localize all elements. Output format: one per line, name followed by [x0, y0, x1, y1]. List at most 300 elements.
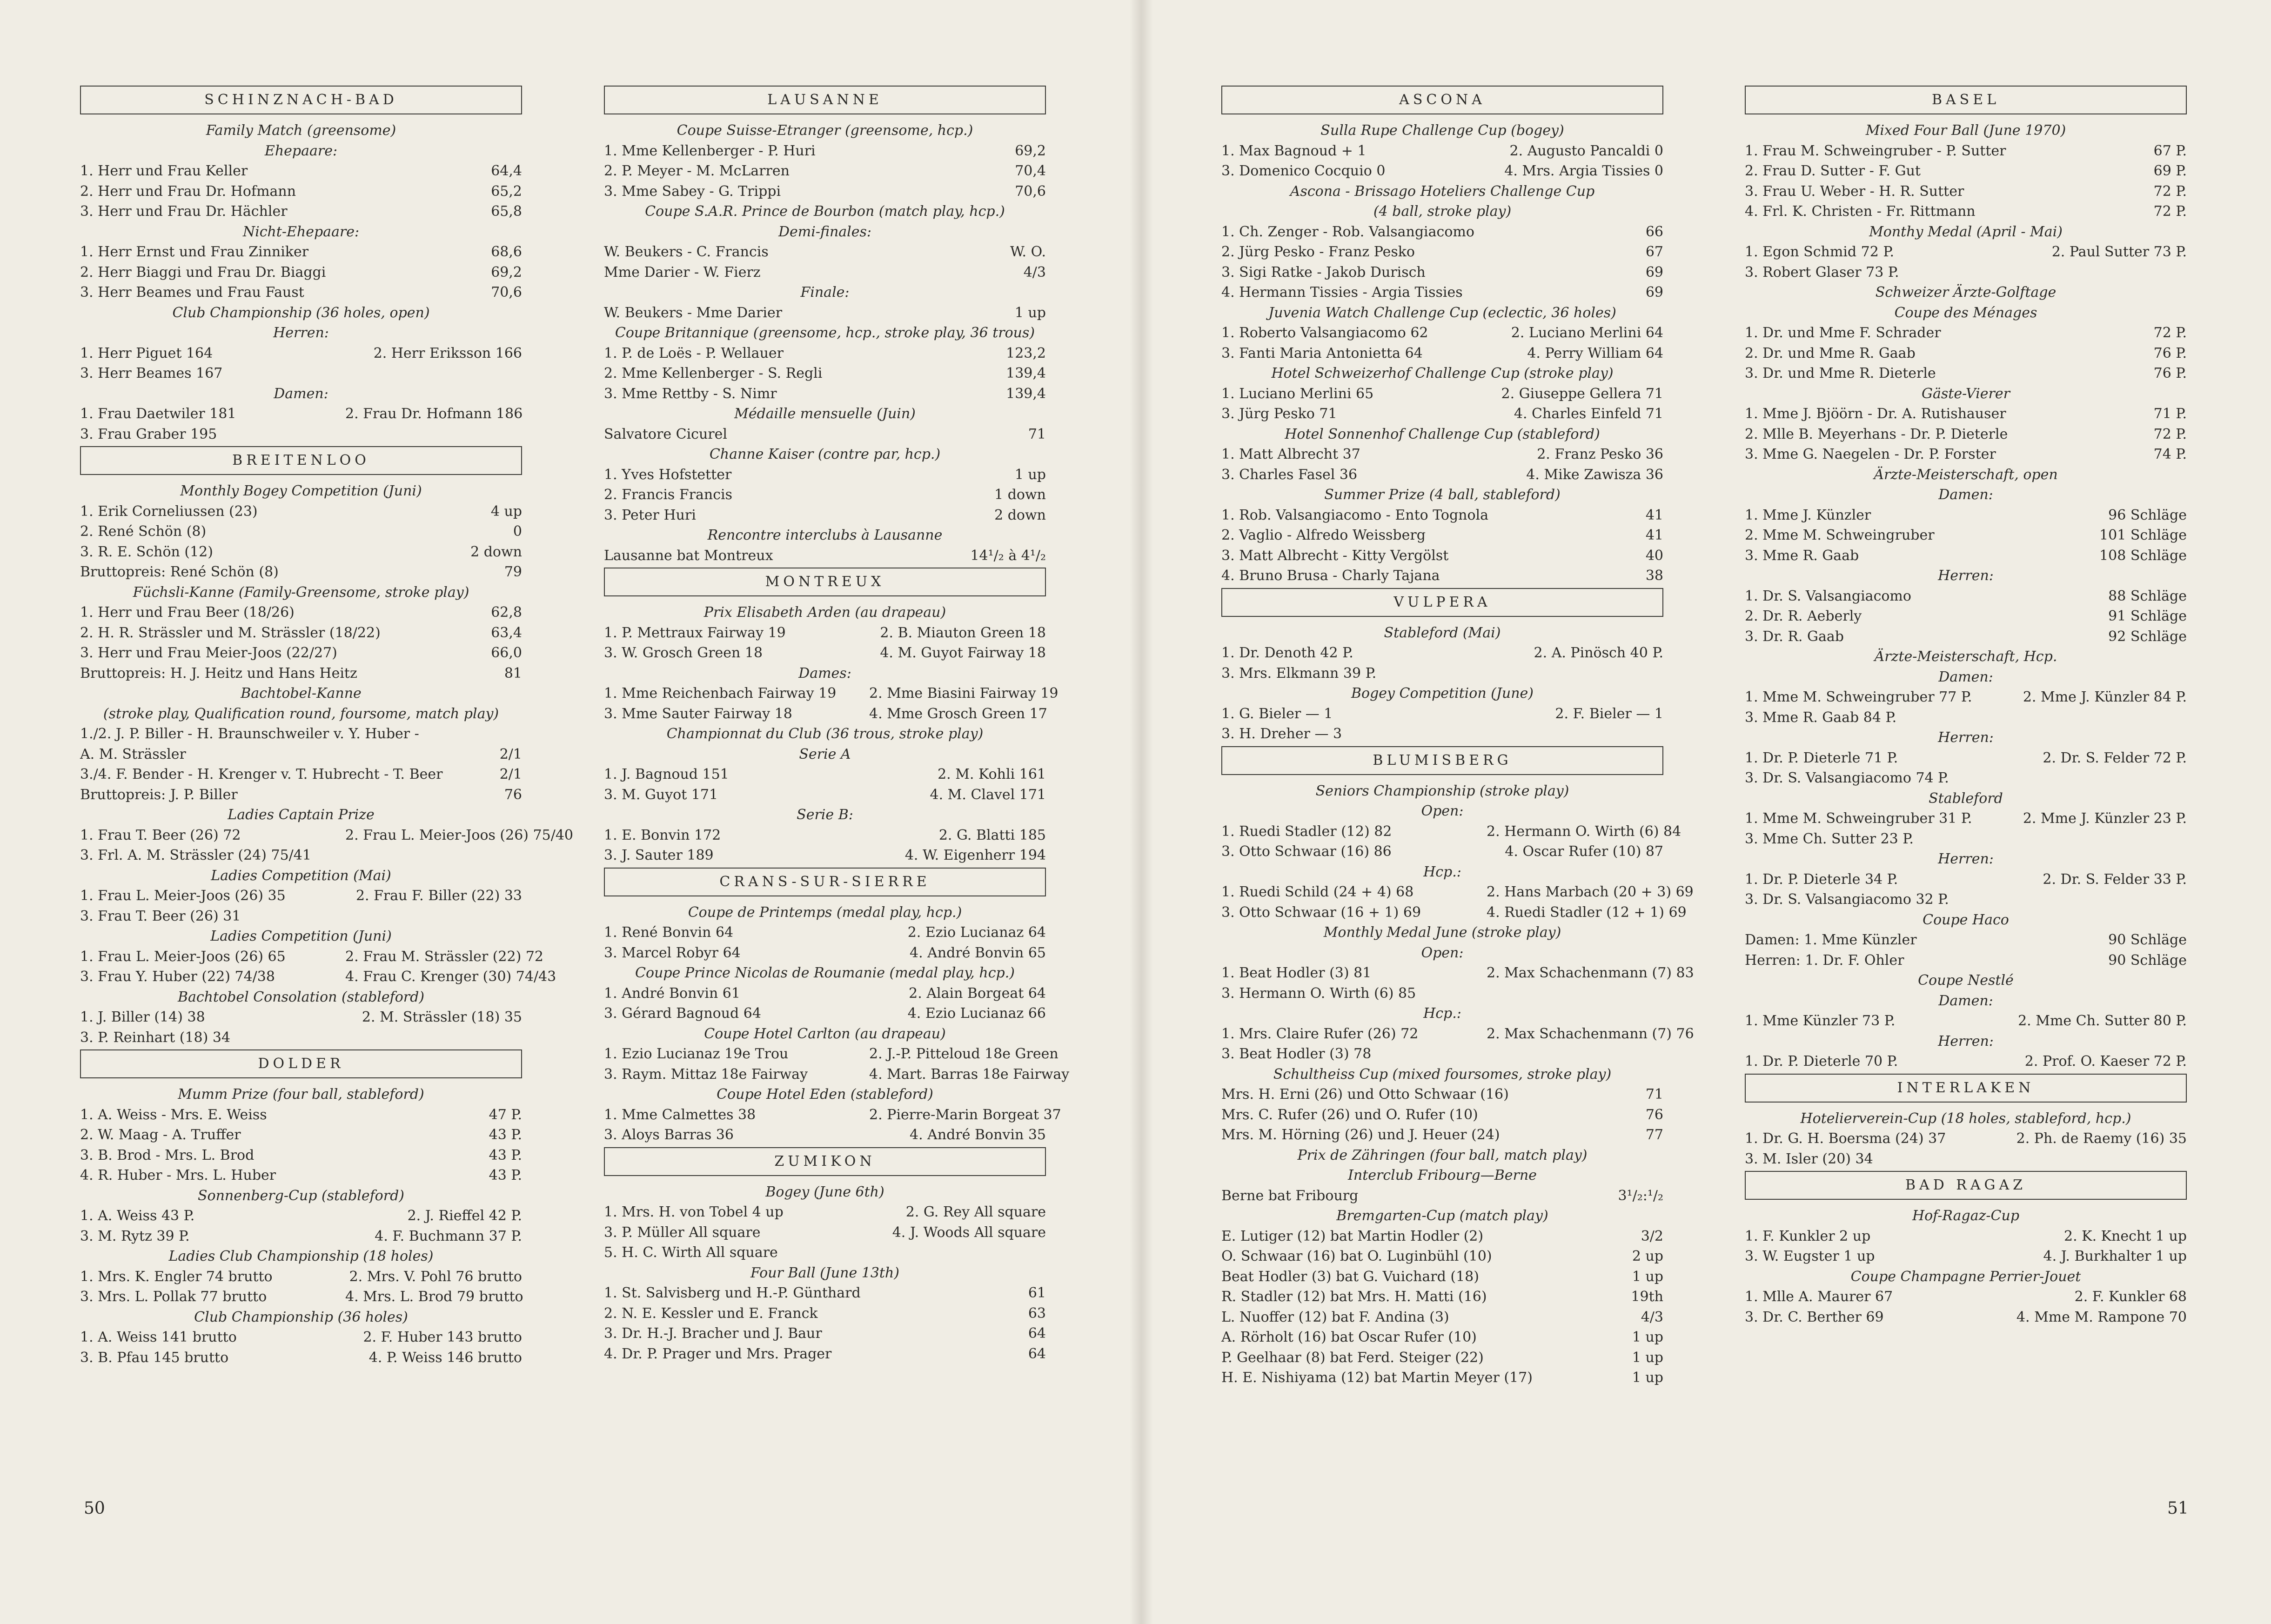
- result-row: [604, 643, 1046, 663]
- result-row: [604, 943, 1046, 963]
- result-row: [1745, 627, 2187, 647]
- result-row: [80, 201, 522, 222]
- result-row: [1221, 1105, 1663, 1125]
- competition-title: Channe Kaiser (contre par, hcp.): [709, 446, 941, 462]
- page-number-left: 50: [84, 1499, 105, 1518]
- result-value: 139,4: [1006, 365, 1046, 381]
- result-row: [1745, 829, 2187, 849]
- club-heading: CRANS-SUR-SIERRE: [604, 868, 1046, 896]
- result-row: [80, 906, 522, 927]
- club-heading: SCHINZNACH-BAD: [80, 86, 522, 114]
- result-row: [1745, 444, 2187, 465]
- competition-title: Herren:: [1938, 851, 1994, 867]
- competition-title: Coupe Britannique (greensome, hcp., stroke play, 36 trous): [615, 325, 1035, 341]
- result-value: 90 Schläge: [2108, 952, 2187, 969]
- result-row: [80, 1327, 522, 1348]
- result-name: Mrs. H. Erni (26) und Otto Schwaar (16): [1221, 1086, 1509, 1103]
- result-name: 1. Herr und Frau Beer (18/26): [80, 604, 295, 621]
- result-name: 1. Mme J. Bjöörn - Dr. A. Rutishauser: [1745, 406, 2006, 422]
- result-name: 1. A. Weiss - Mrs. E. Weiss: [80, 1106, 267, 1123]
- result-name: 3./4. F. Bender - H. Krenger v. T. Hubrecht - T. Beer: [80, 766, 443, 782]
- result-row: [80, 161, 522, 181]
- result-row: [1745, 606, 2187, 627]
- result-row: [604, 825, 1046, 846]
- result-row: [80, 886, 522, 906]
- result-row: [80, 1206, 522, 1226]
- result-value: 4. Oscar Rufer (10) 87: [1505, 843, 1663, 860]
- result-name: 1. A. Weiss 141 brutto: [80, 1329, 237, 1345]
- result-name: 1. Rob. Valsangiacomo - Ento Tognola: [1221, 507, 1489, 523]
- result-value: 2. G. Blatti 185: [938, 827, 1046, 843]
- result-row: [604, 465, 1046, 485]
- result-value: 61: [1028, 1285, 1046, 1301]
- competition-title: Club Championship (36 holes, open): [172, 304, 430, 321]
- result-name: 2. Vaglio - Alfredo Weissberg: [1221, 527, 1426, 543]
- result-row: [1221, 1287, 1663, 1307]
- competition-title: Stableford: [1929, 790, 2003, 807]
- result-name: 4. Bruno Brusa - Charly Tajana: [1221, 568, 1440, 584]
- competition-title: Prix Elisabeth Arden (au drapeau): [703, 604, 946, 621]
- result-row: [1745, 505, 2187, 526]
- competition-title: Damen:: [1938, 487, 1993, 503]
- result-row: [1221, 882, 1694, 902]
- result-name: 1. Max Bagnoud + 1: [1221, 142, 1367, 159]
- result-name: 1. Ezio Lucianaz 19e Trou: [604, 1046, 789, 1062]
- competition-title: Bachtobel Consolation (stableford): [177, 989, 425, 1005]
- result-name: 1. Frau Daetwiler 181: [80, 406, 236, 422]
- result-name: 1. Beat Hodler (3) 81: [1221, 965, 1372, 981]
- result-row: [80, 1165, 522, 1186]
- result-name: 2. Herr und Frau Dr. Hofmann: [80, 183, 296, 200]
- result-row: [604, 141, 1046, 161]
- result-value: 2. Alain Borgeat 64: [909, 985, 1046, 1002]
- result-row: [604, 1125, 1046, 1145]
- result-row: [1221, 222, 1663, 242]
- result-value: 43 P.: [489, 1147, 522, 1163]
- result-value: 76 P.: [2153, 365, 2187, 381]
- result-value: 69 P.: [2153, 163, 2187, 179]
- result-value: 0: [513, 523, 522, 540]
- result-row: [604, 1064, 1070, 1085]
- club-heading: BREITENLOO: [80, 446, 522, 475]
- result-name: H. E. Nishiyama (12) bat Martin Meyer (17): [1221, 1370, 1533, 1386]
- result-value: 2. Pierre-Marin Borgeat 37: [869, 1106, 1061, 1123]
- result-value: 64: [1028, 1325, 1046, 1342]
- result-row: [604, 845, 1046, 866]
- result-row: [604, 242, 1046, 262]
- result-value: 71: [1645, 1086, 1663, 1103]
- result-value: 40: [1645, 547, 1663, 564]
- result-name: 1. F. Kunkler 2 up: [1745, 1228, 1871, 1244]
- result-row: [604, 1044, 1058, 1064]
- result-name: 1. P. Mettraux Fairway 19: [604, 624, 786, 641]
- result-name: 1. St. Salvisberg und H.-P. Günthard: [604, 1285, 861, 1301]
- result-name: Herren: 1. Dr. F. Ohler: [1745, 952, 1904, 969]
- competition-title: Herren:: [1938, 729, 1994, 746]
- result-row: [1221, 963, 1694, 983]
- competition-title: Herren:: [273, 325, 329, 341]
- competition-title: Bogey Competition (June): [1351, 685, 1534, 702]
- competition-title: Open:: [1421, 803, 1464, 819]
- result-row: [1745, 1011, 2187, 1031]
- result-name: 1. A. Weiss 43 P.: [80, 1208, 195, 1224]
- result-value: 4 up: [490, 503, 522, 520]
- result-name: 3. Mme Ch. Sutter 23 P.: [1745, 830, 1914, 847]
- result-row: [604, 623, 1046, 643]
- result-name: 3. Beat Hodler (3) 78: [1221, 1046, 1372, 1062]
- result-row: [1745, 889, 2187, 910]
- result-value: 4. Perry William 64: [1527, 345, 1663, 361]
- result-name: 2. P. Meyer - M. McLarren: [604, 163, 790, 179]
- result-row: [1745, 323, 2187, 343]
- club-heading: MONTREUX: [604, 568, 1046, 596]
- result-value: 69,2: [491, 264, 522, 281]
- competition-title: Interclub Fribourg—Berne: [1348, 1167, 1537, 1183]
- result-row: [1221, 384, 1663, 404]
- result-name: 2. Mme Kellenberger - S. Regli: [604, 365, 823, 381]
- result-value: 66: [1645, 223, 1663, 240]
- competition-title: Ehepaare:: [264, 142, 338, 159]
- result-value: 2. Dr. S. Felder 72 P.: [2043, 749, 2187, 766]
- competition-title: Bremgarten-Cup (match play): [1336, 1208, 1548, 1224]
- club-heading: BAD RAGAZ: [1745, 1171, 2187, 1200]
- result-name: 1. Mrs. Claire Rufer (26) 72: [1221, 1025, 1419, 1042]
- result-value: 2. Frau L. Meier-Joos (26) 75/40: [345, 827, 574, 843]
- result-value: 2. Ph. de Raemy (16) 35: [2016, 1130, 2187, 1147]
- result-value: 63: [1028, 1305, 1046, 1322]
- result-row: [604, 303, 1046, 323]
- result-value: 2/1: [499, 766, 522, 782]
- result-name: 3. Mme R. Gaab 84 P.: [1745, 709, 1897, 726]
- result-name: 3. Dr. und Mme R. Dieterle: [1745, 365, 1936, 381]
- result-row: [80, 825, 574, 846]
- result-name: 3. Frl. A. M. Strässler (24) 75/41: [80, 847, 311, 863]
- result-value: 63,4: [491, 624, 522, 641]
- result-name: 3. Mme R. Gaab: [1745, 547, 1859, 564]
- result-value: 72 P.: [2153, 325, 2187, 341]
- result-name: 3. Mme G. Naegelen - Dr. P. Forster: [1745, 446, 1996, 462]
- result-value: 2. Paul Sutter 73 P.: [2051, 244, 2187, 260]
- result-value: 14¹/₂ à 4¹/₂: [970, 547, 1046, 564]
- competition-title: Damen:: [1938, 668, 1993, 685]
- result-name: 1. Ch. Zenger - Rob. Valsangiacomo: [1221, 223, 1474, 240]
- result-value: 3/2: [1641, 1228, 1663, 1244]
- result-row: [1221, 262, 1663, 283]
- result-row: [80, 1226, 522, 1247]
- competition-title: Bachtobel-Kanne: [241, 685, 362, 702]
- competition-title: Sulla Rupe Challenge Cup (bogey): [1320, 122, 1564, 139]
- result-name: 3. P. Reinhart (18) 34: [80, 1029, 231, 1046]
- result-value: 4. Mrs. L. Brod 79 brutto: [345, 1289, 523, 1305]
- result-name: Lausanne bat Montreux: [604, 547, 773, 564]
- result-value: 2. Frau Dr. Hofmann 186: [345, 406, 523, 422]
- result-name: 1. Mme Reichenbach Fairway 19: [604, 685, 837, 702]
- result-row: [1221, 1368, 1663, 1388]
- competition-title: Ladies Captain Prize: [228, 807, 375, 823]
- result-row: [1745, 546, 2187, 566]
- result-row: [1221, 404, 1663, 424]
- result-name: A. Rörholt (16) bat Oscar Rufer (10): [1221, 1329, 1477, 1345]
- result-value: 2. Augusto Pancaldi 0: [1509, 142, 1663, 159]
- competition-title: Sonnenberg-Cup (stableford): [198, 1187, 404, 1204]
- result-name: 3. Mme Sauter Fairway 18: [604, 705, 792, 722]
- result-name: 1. Mme J. Künzler: [1745, 507, 1871, 523]
- competition-title: Coupe de Printemps (medal play, hcp.): [688, 904, 962, 921]
- result-row: [80, 181, 522, 202]
- result-value: 90 Schläge: [2108, 932, 2187, 948]
- result-row: [80, 1105, 522, 1125]
- result-value: W. O.: [1010, 244, 1046, 260]
- competition-title: Ladies Competition (Mai): [211, 867, 391, 884]
- result-name: 1./2. J. P. Biller - H. Braunschweiler v. Y. Huber -: [80, 726, 419, 742]
- result-value: 69: [1645, 284, 1663, 301]
- result-value: 2. Giuseppe Gellera 71: [1501, 385, 1663, 402]
- competition-title: Schultheiss Cup (mixed foursomes, stroke play): [1273, 1066, 1612, 1083]
- result-value: 71: [1028, 426, 1046, 442]
- result-name: 3. Herr Beames und Frau Faust: [80, 284, 304, 301]
- result-name: 3. Matt Albrecht - Kitty Vergölst: [1221, 547, 1449, 564]
- result-name: 3. Mrs. Elkmann 39 P.: [1221, 665, 1377, 682]
- result-row: [1745, 586, 2187, 607]
- result-row: [1745, 748, 2187, 769]
- result-value: 4. Mrs. Argia Tissies 0: [1504, 163, 1663, 179]
- result-name: 3. Frau Graber 195: [80, 426, 217, 442]
- result-name: 4. R. Huber - Mrs. L. Huber: [80, 1167, 276, 1183]
- result-value: 2. Franz Pesko 36: [1537, 446, 1663, 462]
- result-name: 1. Ruedi Schild (24 + 4) 68: [1221, 884, 1414, 900]
- club-heading: LAUSANNE: [604, 86, 1046, 114]
- result-value: 72 P.: [2153, 426, 2187, 442]
- result-row: [1745, 262, 2187, 283]
- competition-title: Coupe Suisse-Etranger (greensome, hcp.): [677, 122, 973, 139]
- result-value: 2. M. Kohli 161: [938, 766, 1046, 782]
- result-row: [604, 1243, 1046, 1263]
- result-value: 2. Mrs. V. Pohl 76 brutto: [349, 1268, 522, 1285]
- result-name: 3. Fanti Maria Antonietta 64: [1221, 345, 1423, 361]
- result-name: 3. Peter Huri: [604, 507, 696, 523]
- result-value: 2. Luciano Merlini 64: [1511, 325, 1663, 341]
- competition-title: Coupe Hotel Eden (stableford): [717, 1086, 933, 1103]
- result-name: Bruttopreis: J. P. Biller: [80, 786, 238, 803]
- result-name: 3. Frau U. Weber - H. R. Sutter: [1745, 183, 1964, 200]
- club-heading: BASEL: [1745, 86, 2187, 114]
- result-value: 4. M. Clavel 171: [930, 786, 1046, 803]
- result-value: 4. J. Woods All square: [892, 1224, 1046, 1241]
- result-row: [80, 343, 522, 364]
- competition-title: Coupe Prince Nicolas de Roumanie (medal play, hcp.): [635, 965, 1015, 981]
- competition-title: Hotel Sonnenhof Challenge Cup (stableford): [1285, 426, 1600, 442]
- result-name: Mme Darier - W. Fierz: [604, 264, 761, 281]
- result-value: 2. B. Miauton Green 18: [880, 624, 1046, 641]
- result-name: 3. Dr. S. Valsangiacomo 32 P.: [1745, 891, 1949, 908]
- result-name: 1. René Bonvin 64: [604, 924, 734, 941]
- competition-title: Club Championship (36 holes): [194, 1309, 408, 1325]
- result-name: 1. Frau L. Meier-Joos (26) 65: [80, 948, 286, 965]
- club-heading: BLUMISBERG: [1221, 746, 1663, 775]
- result-name: Berne bat Fribourg: [1221, 1187, 1359, 1204]
- result-value: 2. A. Pinösch 40 P.: [1534, 645, 1663, 661]
- result-name: 3. Gérard Bagnoud 64: [604, 1005, 761, 1022]
- result-row: [1745, 424, 2187, 445]
- result-row: [604, 785, 1046, 805]
- competition-title: Serie A: [799, 746, 851, 762]
- result-row: [1221, 724, 1663, 744]
- result-value: 2 down: [470, 543, 522, 560]
- competition-title: Stableford (Mai): [1384, 624, 1501, 641]
- competition-title: Summer Prize (4 ball, stableford): [1324, 487, 1561, 503]
- result-value: 38: [1645, 568, 1663, 584]
- result-row: [80, 501, 522, 522]
- result-name: 1. Frau M. Schweingruber - P. Sutter: [1745, 142, 2006, 159]
- result-row: [80, 242, 522, 262]
- result-name: 3. W. Grosch Green 18: [604, 645, 763, 661]
- result-row: [1745, 869, 2187, 890]
- result-row: [1221, 323, 1663, 343]
- result-row: [1745, 141, 2187, 161]
- result-name: 1. Frau L. Meier-Joos (26) 35: [80, 888, 286, 904]
- competition-title: Family Match (greensome): [206, 122, 396, 139]
- competition-title: Coupe S.A.R. Prince de Bourbon (match play, hcp.): [645, 203, 1005, 220]
- result-value: 2. Prof. O. Kaeser 72 P.: [2024, 1053, 2187, 1069]
- result-value: 92 Schläge: [2108, 628, 2187, 645]
- result-row: [1221, 1246, 1663, 1267]
- result-name: 5. H. C. Wirth All square: [604, 1244, 778, 1261]
- result-value: 2. Mme J. Künzler 23 P.: [2023, 810, 2187, 827]
- result-name: 3. H. Dreher — 3: [1221, 726, 1342, 742]
- result-row: [1221, 1084, 1663, 1105]
- result-value: 65,2: [491, 183, 522, 200]
- result-value: 2. Hermann O. Wirth (6) 84: [1487, 823, 1681, 840]
- result-value: 76: [1645, 1106, 1663, 1123]
- result-row: [604, 161, 1046, 181]
- competition-title: Monthy Medal (April - Mai): [1869, 223, 2063, 240]
- column-1: [80, 84, 574, 1368]
- result-row: [604, 1202, 1046, 1223]
- result-name: 1. Mme Kellenberger - P. Huri: [604, 142, 816, 159]
- result-value: 2. Max Schachenmann (7) 76: [1487, 1025, 1694, 1042]
- result-row: [1221, 444, 1663, 465]
- result-value: 96 Schläge: [2108, 507, 2187, 523]
- competition-title: Ascona - Brissago Hoteliers Challenge Cup: [1290, 183, 1595, 200]
- result-row: [604, 922, 1046, 943]
- result-row: [1745, 930, 2187, 950]
- result-row: [1221, 902, 1687, 923]
- competition-title: Damen:: [274, 385, 328, 402]
- result-name: 1. Mme Calmettes 38: [604, 1106, 756, 1123]
- result-value: 1 up: [1632, 1329, 1663, 1345]
- competition-title: Rencontre interclubs à Lausanne: [707, 527, 943, 543]
- result-row: [80, 845, 522, 866]
- page-number-right: 51: [2167, 1499, 2189, 1518]
- result-value: 4. J. Burkhalter 1 up: [2043, 1248, 2187, 1264]
- result-row: [1221, 505, 1663, 526]
- result-name: 3. Herr und Frau Dr. Hächler: [80, 203, 288, 220]
- result-name: 3. M. Rytz 39 P.: [80, 1228, 190, 1244]
- result-row: [604, 485, 1046, 505]
- competition-title: Ärzte-Meisterschaft, open: [1874, 466, 2058, 483]
- competition-title: Médaille mensuelle (Juin): [734, 406, 916, 422]
- result-row: [1221, 1348, 1663, 1368]
- result-row: [1745, 181, 2187, 202]
- result-value: 2 up: [1632, 1248, 1663, 1264]
- result-name: 3. Herr und Frau Meier-Joos (22/27): [80, 645, 337, 661]
- result-row: [80, 643, 522, 663]
- result-value: 71 P.: [2153, 406, 2187, 422]
- result-name: 3. M. Guyot 171: [604, 786, 718, 803]
- competition-title: Coupe Nestlé: [1918, 972, 2014, 989]
- result-row: [1745, 950, 2187, 971]
- result-row: [80, 562, 522, 582]
- competition-title: Nicht-Ehepaare:: [242, 223, 360, 240]
- result-name: 1. Mrs. H. von Tobel 4 up: [604, 1204, 784, 1220]
- result-name: 3. Aloys Barras 36: [604, 1127, 734, 1143]
- result-row: [1221, 983, 1663, 1004]
- competition-title: Open:: [1421, 944, 1464, 961]
- result-name: 3. Dr. H.-J. Bracher und J. Baur: [604, 1325, 822, 1342]
- competition-title: Coupe Hotel Carlton (au drapeau): [704, 1025, 946, 1042]
- result-name: 1. André Bonvin 61: [604, 985, 740, 1002]
- competition-title: Ärzte-Meisterschaft, Hcp.: [1874, 648, 2057, 665]
- result-value: 67 P.: [2153, 142, 2187, 159]
- result-row: [80, 724, 522, 744]
- result-value: 4/3: [1023, 264, 1046, 281]
- result-name: 2. Mme M. Schweingruber: [1745, 527, 1935, 543]
- result-row: [1745, 1226, 2187, 1247]
- result-name: 3. Frau T. Beer (26) 31: [80, 908, 241, 924]
- result-row: [80, 967, 556, 987]
- result-row: [1221, 546, 1663, 566]
- competition-title: Herren:: [1938, 568, 1994, 584]
- result-row: [1221, 1226, 1663, 1247]
- result-name: W. Beukers - C. Francis: [604, 244, 769, 260]
- result-value: 2. Mme J. Künzler 84 P.: [2023, 689, 2187, 705]
- result-value: 72 P.: [2153, 183, 2187, 200]
- club-heading: INTERLAKEN: [1745, 1074, 2187, 1103]
- club-heading: DOLDER: [80, 1049, 522, 1078]
- result-name: 3. J. Sauter 189: [604, 847, 714, 863]
- result-value: 2. Frau M. Strässler (22) 72: [345, 948, 543, 965]
- result-row: [80, 1028, 522, 1048]
- competition-title: Hotel Schweizerhof Challenge Cup (stroke play): [1271, 365, 1614, 381]
- result-name: 1. Dr. P. Dieterle 71 P.: [1745, 749, 1898, 766]
- result-row: [604, 262, 1046, 283]
- result-value: 77: [1645, 1127, 1663, 1143]
- result-row: [80, 663, 522, 684]
- result-name: P. Geelhaar (8) bat Ferd. Steiger (22): [1221, 1349, 1484, 1366]
- result-name: 1. Mme M. Schweingruber 31 P.: [1745, 810, 1972, 827]
- result-value: 2/1: [499, 746, 522, 762]
- result-value: 62,8: [491, 604, 522, 621]
- result-value: 2. F. Huber 143 brutto: [363, 1329, 522, 1345]
- result-name: 3. Dr. R. Gaab: [1745, 628, 1844, 645]
- result-value: 1 up: [1014, 304, 1046, 321]
- result-row: [1221, 343, 1663, 364]
- result-row: [604, 1003, 1046, 1024]
- result-value: 2. G. Rey All square: [905, 1204, 1046, 1220]
- result-value: 41: [1645, 507, 1663, 523]
- result-value: 2. K. Knecht 1 up: [2064, 1228, 2187, 1244]
- result-value: 79: [504, 564, 522, 580]
- result-name: 1. Mlle A. Maurer 67: [1745, 1289, 1893, 1305]
- result-name: 2. H. R. Strässler und M. Strässler (18/22): [80, 624, 381, 641]
- result-value: 74 P.: [2153, 446, 2187, 462]
- result-name: 3. Hermann O. Wirth (6) 85: [1221, 985, 1416, 1002]
- competition-title: Damen:: [1938, 992, 1993, 1009]
- result-row: [80, 1287, 522, 1307]
- result-row: [1745, 708, 2187, 728]
- result-name: 1. E. Bonvin 172: [604, 827, 721, 843]
- result-value: 4. Ezio Lucianaz 66: [907, 1005, 1046, 1022]
